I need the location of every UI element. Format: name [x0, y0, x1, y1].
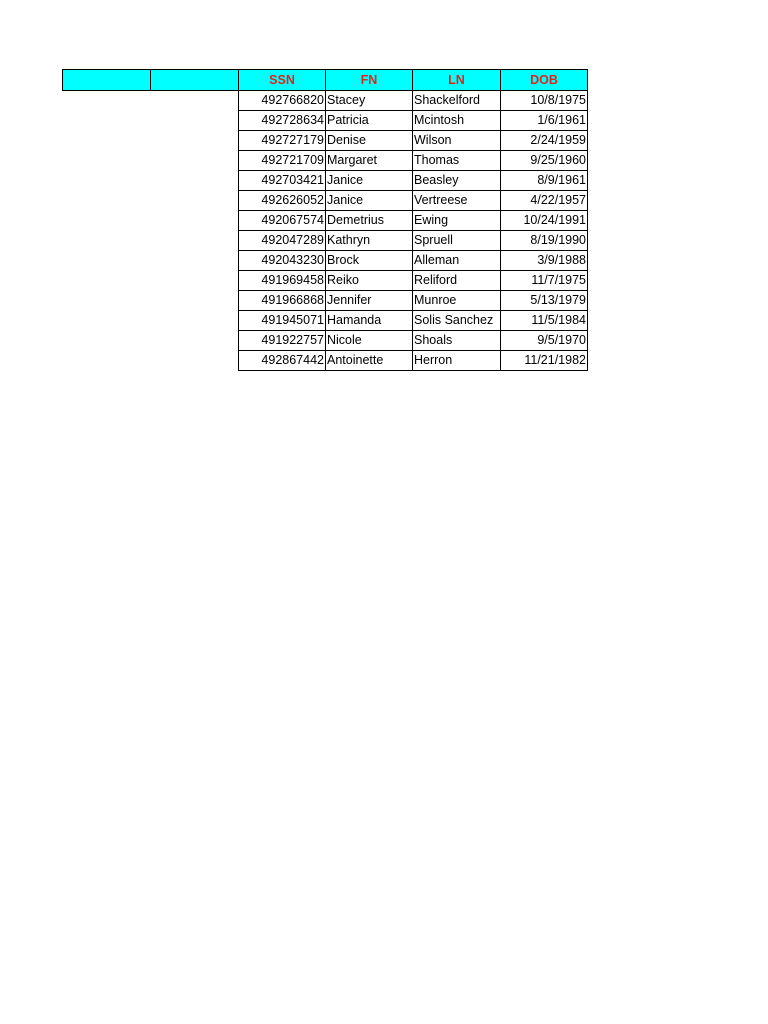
last-name-cell[interactable]: Herron — [413, 351, 501, 371]
ssn-cell[interactable]: 491945071 — [239, 311, 326, 331]
ssn-cell[interactable]: 492043230 — [239, 251, 326, 271]
first-name-cell[interactable]: Hamanda — [326, 311, 413, 331]
ssn-cell[interactable]: 491922757 — [239, 331, 326, 351]
table-row — [63, 271, 588, 291]
dob-cell[interactable]: 10/8/1975 — [501, 91, 588, 111]
empty-cell[interactable] — [63, 91, 151, 111]
empty-cell[interactable] — [151, 271, 239, 291]
ssn-cell[interactable]: 492867442 — [239, 351, 326, 371]
last-name-cell[interactable]: Solis Sanchez — [413, 311, 501, 331]
empty-cell[interactable] — [63, 151, 151, 171]
first-name-cell[interactable]: Brock — [326, 251, 413, 271]
header-cell-fn[interactable]: FN — [326, 70, 413, 91]
dob-cell[interactable]: 5/13/1979 — [501, 291, 588, 311]
empty-cell[interactable] — [151, 351, 239, 371]
table-row — [63, 291, 588, 311]
empty-cell[interactable] — [151, 111, 239, 131]
empty-cell[interactable] — [63, 351, 151, 371]
last-name-cell[interactable]: Reliford — [413, 271, 501, 291]
table-row — [63, 91, 588, 111]
empty-cell[interactable] — [151, 331, 239, 351]
table-row — [63, 151, 588, 171]
table-row — [63, 251, 588, 271]
empty-cell[interactable] — [151, 311, 239, 331]
empty-cell[interactable] — [151, 211, 239, 231]
empty-cell[interactable] — [63, 231, 151, 251]
empty-cell[interactable] — [151, 171, 239, 191]
header-cell-ssn[interactable]: SSN — [239, 70, 326, 91]
table-row — [63, 211, 588, 231]
dob-cell[interactable]: 9/5/1970 — [501, 331, 588, 351]
data-table — [62, 69, 588, 371]
ssn-cell[interactable]: 492703421 — [239, 171, 326, 191]
last-name-cell[interactable]: Spruell — [413, 231, 501, 251]
header-cell-blank-1[interactable] — [63, 70, 151, 91]
ssn-cell[interactable]: 492766820 — [239, 91, 326, 111]
first-name-cell[interactable]: Nicole — [326, 331, 413, 351]
empty-cell[interactable] — [63, 171, 151, 191]
table-row — [63, 191, 588, 211]
dob-cell[interactable]: 11/21/1982 — [501, 351, 588, 371]
dob-cell[interactable]: 3/9/1988 — [501, 251, 588, 271]
empty-cell[interactable] — [151, 251, 239, 271]
empty-cell[interactable] — [63, 191, 151, 211]
last-name-cell[interactable]: Mcintosh — [413, 111, 501, 131]
table-row — [63, 331, 588, 351]
empty-cell[interactable] — [151, 231, 239, 251]
last-name-cell[interactable]: Wilson — [413, 131, 501, 151]
ssn-cell[interactable]: 492721709 — [239, 151, 326, 171]
first-name-cell[interactable]: Reiko — [326, 271, 413, 291]
table-row — [63, 231, 588, 251]
dob-cell[interactable]: 4/22/1957 — [501, 191, 588, 211]
first-name-cell[interactable]: Janice — [326, 191, 413, 211]
ssn-cell[interactable]: 492727179 — [239, 131, 326, 151]
spreadsheet — [62, 69, 588, 371]
ssn-cell[interactable]: 491966868 — [239, 291, 326, 311]
dob-cell[interactable]: 2/24/1959 — [501, 131, 588, 151]
first-name-cell[interactable]: Patricia — [326, 111, 413, 131]
table-row — [63, 351, 588, 371]
empty-cell[interactable] — [63, 271, 151, 291]
table-row — [63, 131, 588, 151]
first-name-cell[interactable]: Janice — [326, 171, 413, 191]
empty-cell[interactable] — [151, 151, 239, 171]
table-row — [63, 111, 588, 131]
first-name-cell[interactable]: Kathryn — [326, 231, 413, 251]
dob-cell[interactable]: 8/9/1961 — [501, 171, 588, 191]
table-row — [63, 171, 588, 191]
last-name-cell[interactable]: Munroe — [413, 291, 501, 311]
ssn-cell[interactable]: 491969458 — [239, 271, 326, 291]
first-name-cell[interactable]: Stacey — [326, 91, 413, 111]
empty-cell[interactable] — [63, 111, 151, 131]
last-name-cell[interactable]: Vertreese — [413, 191, 501, 211]
ssn-cell[interactable]: 492067574 — [239, 211, 326, 231]
empty-cell[interactable] — [151, 91, 239, 111]
empty-cell[interactable] — [63, 331, 151, 351]
last-name-cell[interactable]: Thomas — [413, 151, 501, 171]
dob-cell[interactable]: 11/7/1975 — [501, 271, 588, 291]
last-name-cell[interactable]: Ewing — [413, 211, 501, 231]
last-name-cell[interactable]: Shackelford — [413, 91, 501, 111]
empty-cell[interactable] — [151, 191, 239, 211]
ssn-cell[interactable]: 492626052 — [239, 191, 326, 211]
last-name-cell[interactable]: Shoals — [413, 331, 501, 351]
ssn-cell[interactable]: 492047289 — [239, 231, 326, 251]
table-row — [63, 311, 588, 331]
header-row — [63, 70, 588, 91]
first-name-cell[interactable]: Demetrius — [326, 211, 413, 231]
last-name-cell[interactable]: Alleman — [413, 251, 501, 271]
empty-cell[interactable] — [63, 251, 151, 271]
dob-cell[interactable]: 1/6/1961 — [501, 111, 588, 131]
dob-cell[interactable]: 10/24/1991 — [501, 211, 588, 231]
dob-cell[interactable]: 11/5/1984 — [501, 311, 588, 331]
first-name-cell[interactable]: Jennifer — [326, 291, 413, 311]
header-cell-dob[interactable]: DOB — [501, 70, 588, 91]
ssn-cell[interactable]: 492728634 — [239, 111, 326, 131]
empty-cell[interactable] — [63, 131, 151, 151]
last-name-cell[interactable]: Beasley — [413, 171, 501, 191]
dob-cell[interactable]: 9/25/1960 — [501, 151, 588, 171]
first-name-cell[interactable]: Margaret — [326, 151, 413, 171]
first-name-cell[interactable]: Denise — [326, 131, 413, 151]
empty-cell[interactable] — [63, 211, 151, 231]
first-name-cell[interactable]: Antoinette — [326, 351, 413, 371]
empty-cell[interactable] — [151, 291, 239, 311]
header-cell-ln[interactable]: LN — [413, 70, 501, 91]
empty-cell[interactable] — [151, 131, 239, 151]
dob-cell[interactable]: 8/19/1990 — [501, 231, 588, 251]
empty-cell[interactable] — [63, 291, 151, 311]
header-cell-blank-2[interactable] — [151, 70, 239, 91]
empty-cell[interactable] — [63, 311, 151, 331]
